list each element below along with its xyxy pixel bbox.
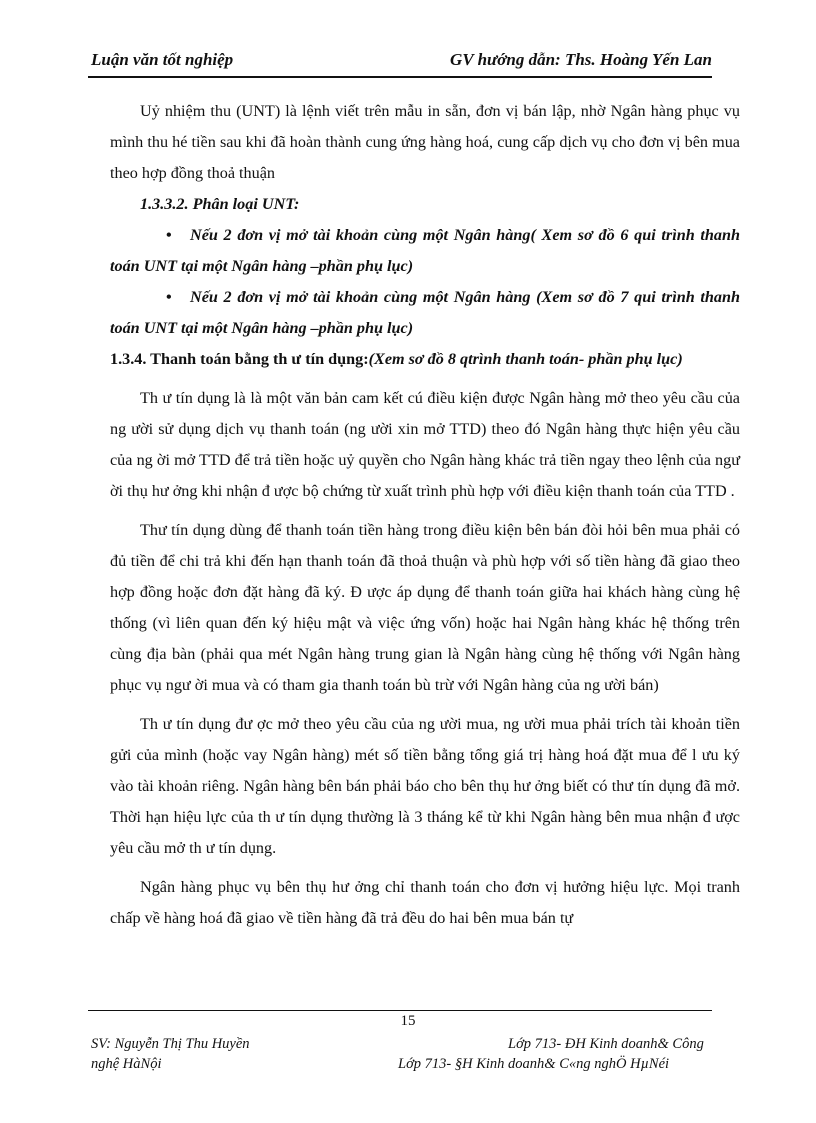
page-number: 15: [400, 1013, 416, 1029]
section-heading-note: (Xem sơ đồ 8 qtrình thanh toán- phần phụ lục): [368, 350, 683, 368]
paragraph-letter-of-credit-opening: Th ư tín dụng đư ợc mở theo yêu cầu của ng ười mua, ng ười mua phải trích tài khoản tiền gửi của mình (hoặc vay Ngân hàng) mét số tiền bằng tổng giá trị hàng hoá đặt mua để l ưu ký vào tài khoản riêng. Ngân hàng bên bán phải báo cho bên thụ hư ởng biết có thư tín dụng đã mở. Thời hạn hiệu lực của th ư tín dụng thường là 3 tháng kể từ khi Ngân hàng bên mua nhận đ ược yêu cầu mở th ư tín dụng.: [110, 715, 740, 857]
subheading-unt-classification: 1.3.3.2. Phân loại UNT:: [140, 195, 300, 213]
header-supervisor: GV hướng dẫn: Ths. Hoàng Yến Lan: [450, 50, 712, 69]
bullet-text-1: Nếu 2 đơn vị mở tài khoản cùng một Ngân hàng( Xem sơ đồ 6 qui trình thanh toán UNT tại một Ngân hàng –phần phụ lục): [110, 226, 740, 275]
footer-class-info-encoded: Lớp 713- §H Kinh doanh& C«ng nghÖ HµNéi: [398, 1056, 670, 1072]
paragraph-unt-definition: Uỷ nhiệm thu (UNT) là lệnh viết trên mẫu in sẵn, đơn vị bán lập, nhờ Ngân hàng phục vụ mình thu hé tiền sau khi đã hoàn thành cung ứng hàng hoá, cung cấp dịch vụ cho đơn vị bên mua theo hợp đồng thoả thuận: [110, 102, 740, 182]
footer-left-continuation: nghệ HàNội: [91, 1056, 162, 1072]
paragraph-letter-of-credit-usage: Thư tín dụng dùng để thanh toán tiền hàng trong điều kiện bên bán đòi hỏi bên mua phải có đủ tiền để chi trả khi đến hạn thanh toán đã thoả thuận và phù hợp với số tiền hàng đã giao theo hợp đồng hoặc đơn đặt hàng đã ký. Đ ược áp dụng để thanh toán giữa hai khách hàng cùng hệ thống (vì liên quan đến ký hiệu mật và việc ứng vốn) hoặc hai Ngân hàng khác hệ thống trên cùng địa bàn (phải qua mét Ngân hàng trung gian là Ngân hàng cùng hệ thống với Ngân hàng phục vụ ngư ời mua và có tham gia thanh toán bù trừ với Ngân hàng của ng ười bán): [110, 521, 740, 694]
header-rule: [88, 76, 712, 78]
footer-student-name: SV: Nguyễn Thị Thu Huyền: [91, 1036, 250, 1052]
bullet-icon: •: [166, 288, 172, 306]
bullet-list: [110, 220, 740, 344]
section-heading-title: 1.3.4. Thanh toán bằng th ư tín dụng:: [110, 350, 369, 368]
header-thesis-title: Luận văn tốt nghiệp: [91, 50, 234, 69]
paragraph-beneficiary-bank: Ngân hàng phục vụ bên thụ hư ởng chỉ thanh toán cho đơn vị hưởng hiệu lực. Mọi tranh chấp về hàng hoá đã giao về tiền hàng đã trả đều do hai bên mua bán tự: [110, 878, 740, 927]
footer-rule: [88, 1010, 712, 1011]
page-body: [110, 96, 740, 934]
list-item: [110, 282, 740, 344]
bullet-icon: •: [166, 226, 172, 244]
section-heading-1-3-4: [110, 344, 740, 375]
footer-class-info: Lớp 713- ĐH Kinh doanh& Công: [508, 1036, 704, 1052]
page-header: [91, 50, 712, 76]
list-item: [110, 220, 740, 282]
paragraph-letter-of-credit-definition: Th ư tín dụng là là một văn bản cam kết cú điều kiện được Ngân hàng mở theo yêu cầu của ng ười sử dụng dịch vụ thanh toán (ng ười xin mở TTD) theo đó Ngân hàng thực hiện yêu cầu của ng ời mở TTD để trả tiền hoặc uỷ quyền cho Ngân hàng khác trả tiền ngay theo lệnh của ngư ời thụ hư ởng khi nhận đ ược bộ chứng từ xuất trình phù hợp với điều kiện thanh toán của TTD .: [110, 389, 740, 500]
bullet-text-2: Nếu 2 đơn vị mở tài khoản cùng một Ngân hàng (Xem sơ đồ 7 qui trình thanh toán UNT tại một Ngân hàng –phần phụ lục): [110, 288, 740, 337]
